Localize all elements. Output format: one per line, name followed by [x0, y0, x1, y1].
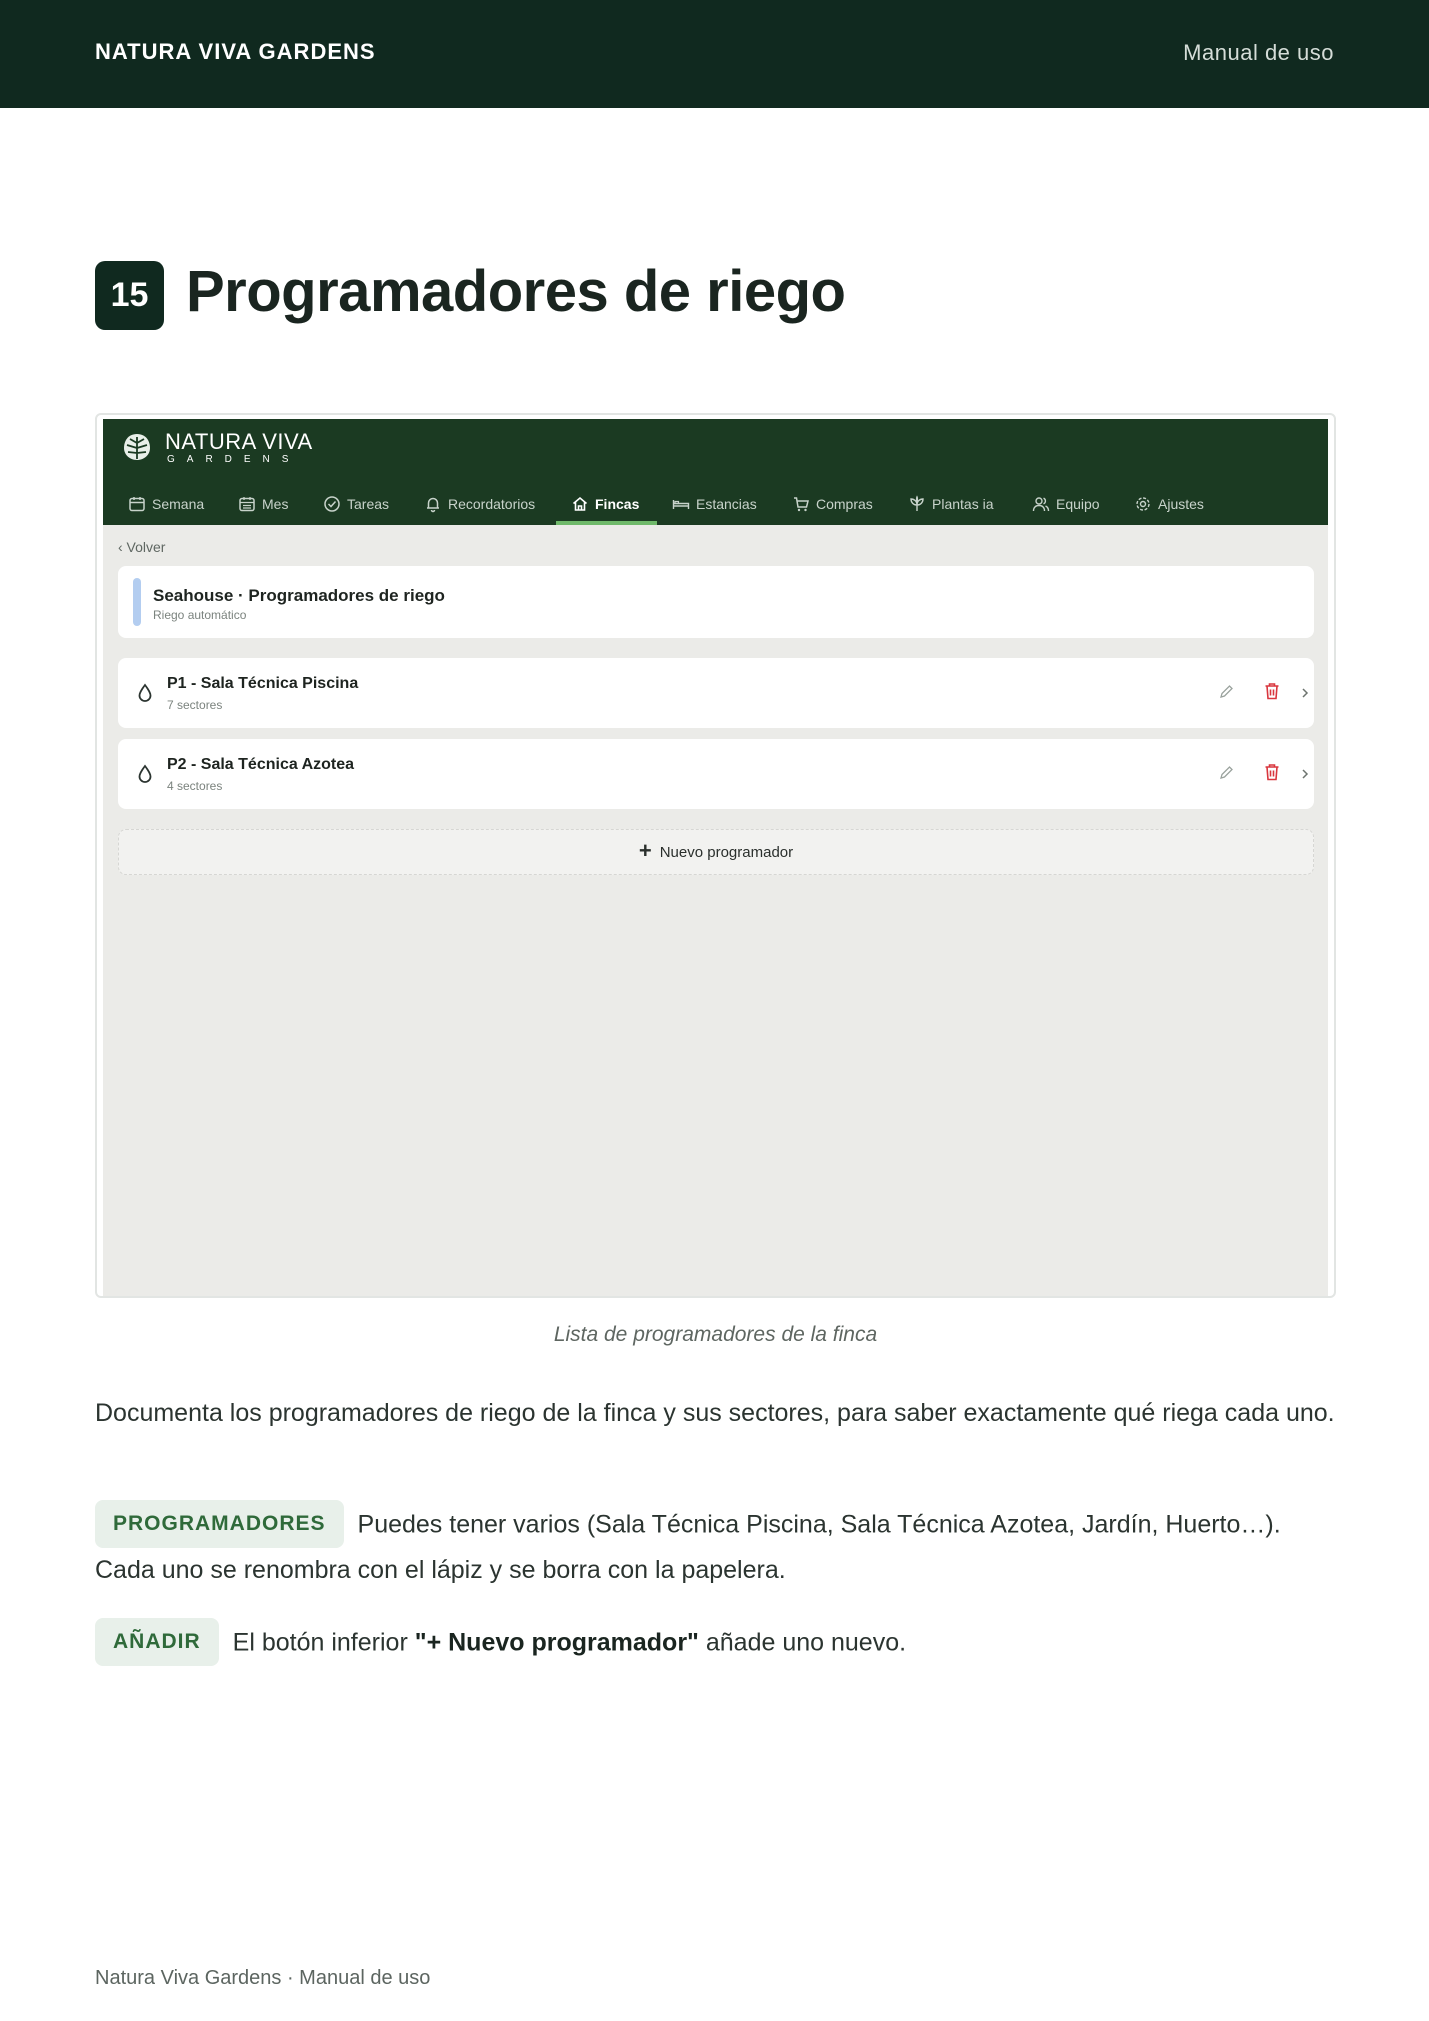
page-footer: Natura Viva Gardens · Manual de uso — [95, 1967, 431, 1989]
tab-fincas[interactable] — [571, 483, 639, 525]
app-screenshot — [103, 419, 1328, 1296]
screenshot-caption: Lista de programadores de la finca — [553, 1323, 878, 1346]
cart-icon — [792, 495, 810, 513]
section-title: Programadores de riego — [186, 259, 846, 324]
add-text-after: añade uno nuevo. — [705, 1628, 907, 1657]
tab-label: Semana — [152, 496, 205, 512]
monstera-leaf-icon — [121, 431, 153, 463]
plant-icon — [908, 495, 926, 513]
tab-equipo[interactable] — [1032, 483, 1100, 525]
farm-title: Seahouse · Programadores de riego — [153, 586, 445, 605]
tab-label: Recordatorios — [448, 496, 536, 512]
programmers-text: Puedes tener varios (Sala Técnica Piscina, Sala Técnica Azotea, Jardín, Huerto…). Cada uno se renombra con el lápiz y se borra con la papelera. — [95, 1510, 1281, 1584]
tab-label: Estancias — [696, 496, 757, 512]
add-paragraph — [95, 1620, 1336, 1668]
document-label: Manual de uso — [1183, 40, 1334, 65]
screenshot-frame — [95, 413, 1336, 1298]
intro-paragraph: Documenta los programadores de riego de la finca y sus sectores, para saber exactamente qué riega cada uno. — [95, 1399, 1335, 1427]
programmer-sectors: 4 sectores — [167, 779, 223, 793]
tab-label: Fincas — [595, 496, 640, 512]
new-programmer-label: Nuevo programador — [659, 843, 794, 861]
programmer-name: P2 - Sala Técnica Azotea — [167, 756, 355, 773]
tab-tareas[interactable] — [323, 483, 389, 525]
top-bar — [0, 0, 1429, 108]
calendar-week-icon — [128, 495, 146, 513]
farm-header-card — [118, 566, 1314, 638]
brand-name: NATURA VIVA GARDENS — [95, 39, 376, 64]
section-number-badge: 15 — [95, 261, 164, 330]
tab-compras[interactable] — [792, 483, 873, 525]
chevron-right-icon[interactable] — [1298, 765, 1312, 783]
gear-icon — [1134, 495, 1152, 513]
app-nav — [103, 483, 1328, 525]
add-text-strong: "+ Nuevo programador" — [414, 1628, 699, 1657]
app-logo-text: NATURA VIVA — [165, 429, 313, 454]
programmers-paragraph — [95, 1502, 1336, 1590]
farm-subtitle: Riego automático — [153, 608, 247, 622]
tab-label: Ajustes — [1158, 496, 1204, 512]
trash-icon[interactable] — [1263, 762, 1281, 782]
tab-estancias[interactable] — [672, 483, 757, 525]
tab-label: Compras — [816, 496, 873, 512]
plus-icon: + — [638, 838, 652, 863]
add-text-before: El botón inferior — [232, 1628, 408, 1657]
app-header — [103, 419, 1328, 525]
farm-color-accent — [133, 578, 141, 626]
back-link[interactable]: ‹ Volver — [118, 539, 166, 555]
tab-semana[interactable] — [128, 483, 204, 525]
tab-label: Tareas — [347, 496, 390, 512]
programmer-row[interactable] — [118, 739, 1314, 809]
tab-label: Equipo — [1056, 496, 1100, 512]
check-circle-icon — [323, 495, 341, 513]
tab-mes[interactable] — [238, 483, 288, 525]
new-programmer-button[interactable] — [118, 829, 1314, 875]
tab-ajustes[interactable] — [1134, 483, 1204, 525]
programmer-row[interactable] — [118, 658, 1314, 728]
programmer-name: P1 - Sala Técnica Piscina — [167, 675, 359, 692]
bed-icon — [672, 495, 690, 513]
tag-programadores: PROGRAMADORES — [95, 1500, 344, 1548]
tab-label: Plantas ia — [932, 496, 994, 512]
tab-plantas-ia[interactable] — [908, 483, 993, 525]
app-logo-subtext: GARDENS — [167, 454, 301, 465]
water-drop-icon — [137, 683, 153, 703]
trash-icon[interactable] — [1263, 681, 1281, 701]
users-icon — [1032, 495, 1050, 513]
bell-icon — [424, 495, 442, 513]
active-tab-underline — [556, 521, 657, 525]
tag-anadir: AÑADIR — [95, 1618, 219, 1666]
tab-label: Mes — [262, 496, 289, 512]
home-icon — [571, 495, 589, 513]
calendar-month-icon — [238, 495, 256, 513]
pencil-icon[interactable] — [1218, 683, 1235, 700]
water-drop-icon — [137, 764, 153, 784]
pencil-icon[interactable] — [1218, 764, 1235, 781]
tab-recordatorios[interactable] — [424, 483, 535, 525]
programmer-sectors: 7 sectores — [167, 698, 223, 712]
chevron-right-icon[interactable] — [1298, 684, 1312, 702]
